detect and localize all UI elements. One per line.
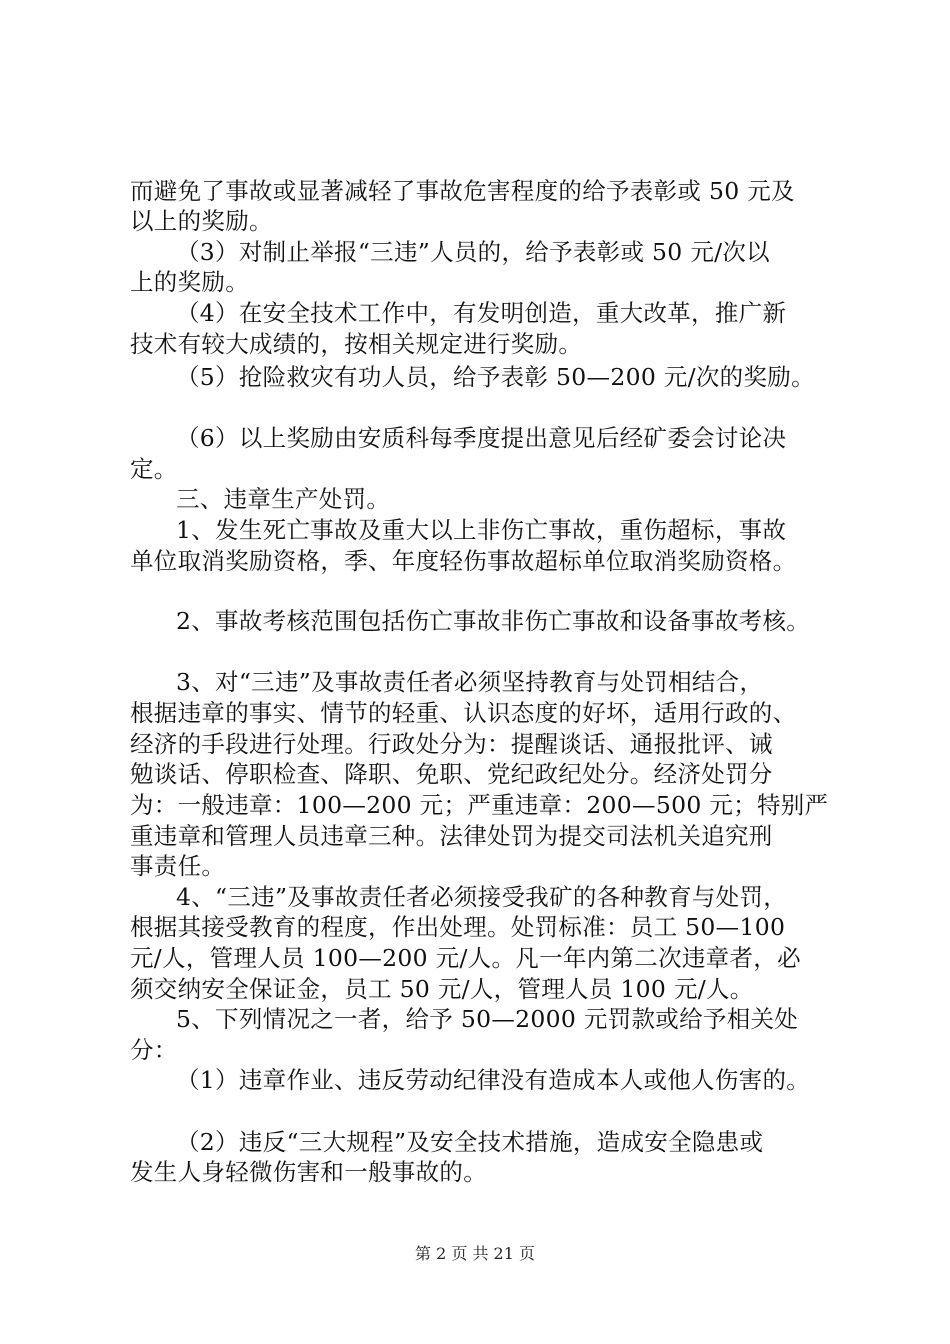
text-line: 根据其接受教育的程度，作出处理。处罚标准：员工 50—100 [130, 913, 786, 941]
text-line: 上的奖励。 [130, 268, 249, 296]
text-line: 事责任。 [130, 852, 226, 880]
text-line: （1）违章作业、违反劳动纪律没有造成本人或他人伤害的。 [176, 1066, 811, 1094]
text-line: 为：一般违章：100—200 元；严重违章：200—500 元；特别严 [130, 791, 829, 819]
text-line: 分： [130, 1036, 178, 1064]
text-line: （6）以上奖励由安质科每季度提出意见后经矿委会讨论决 [176, 424, 787, 452]
text-line: 3、对“三违”及事故责任者必须坚持教育与处罚相结合， [176, 668, 764, 696]
text-line: 技术有较大成绩的，按相关规定进行奖励。 [130, 330, 583, 358]
text-line: （3）对制止举报“三违”人员的，给予表彰或 50 元/次以 [176, 238, 770, 266]
text-line: 根据违章的事实、情节的轻重、认识态度的好坏，适用行政的、 [130, 699, 797, 727]
text-line: 重违章和管理人员违章三种。法律处罚为提交司法机关追究刑 [130, 822, 773, 850]
text-line: （5）抢险救灾有功人员，给予表彰 50—200 元/次的奖励。 [176, 363, 815, 391]
section-heading: 三、违章生产处罚。 [176, 485, 391, 513]
text-line: 2、事故考核范围包括伤亡事故非伤亡事故和设备事故考核。 [176, 607, 811, 635]
text-line: 4、“三违”及事故责任者必须接受我矿的各种教育与处罚， [176, 883, 788, 911]
text-line: 元/人，管理人员 100—200 元/人。凡一年内第二次违章者，必 [130, 944, 801, 972]
text-line: 而避免了事故或显著减轻了事故危害程度的给予表彰或 50 元及 [130, 177, 795, 205]
text-line: 发生人身轻微伤害和一般事故的。 [130, 1158, 487, 1186]
text-line: 单位取消奖励资格，季、年度轻伤事故超标单位取消奖励资格。 [130, 547, 797, 575]
text-line: 勉谈话、停职检查、降职、免职、党纪政纪处分。经济处罚分 [130, 760, 773, 788]
text-line: 定。 [130, 455, 178, 483]
text-line: （2）违反“三大规程”及安全技术措施，造成安全隐患或 [176, 1128, 764, 1156]
text-line: （4）在安全技术工作中，有发明创造，重大改革，推广新 [176, 299, 787, 327]
text-line: 5、下列情况之一者，给予 50—2000 元罚款或给予相关处 [176, 1005, 799, 1033]
text-line: 须交纳安全保证金，员工 50 元/人，管理人员 100 元/人。 [130, 975, 754, 1003]
text-line: 1、发生死亡事故及重大以上非伤亡事故，重伤超标，事故 [176, 516, 787, 544]
text-line: 经济的手段进行处理。行政处分为：提醒谈话、通报批评、诫 [130, 730, 773, 758]
page-number-footer: 第 2 页 共 21 页 [415, 1244, 535, 1263]
text-line: 以上的奖励。 [130, 207, 273, 235]
